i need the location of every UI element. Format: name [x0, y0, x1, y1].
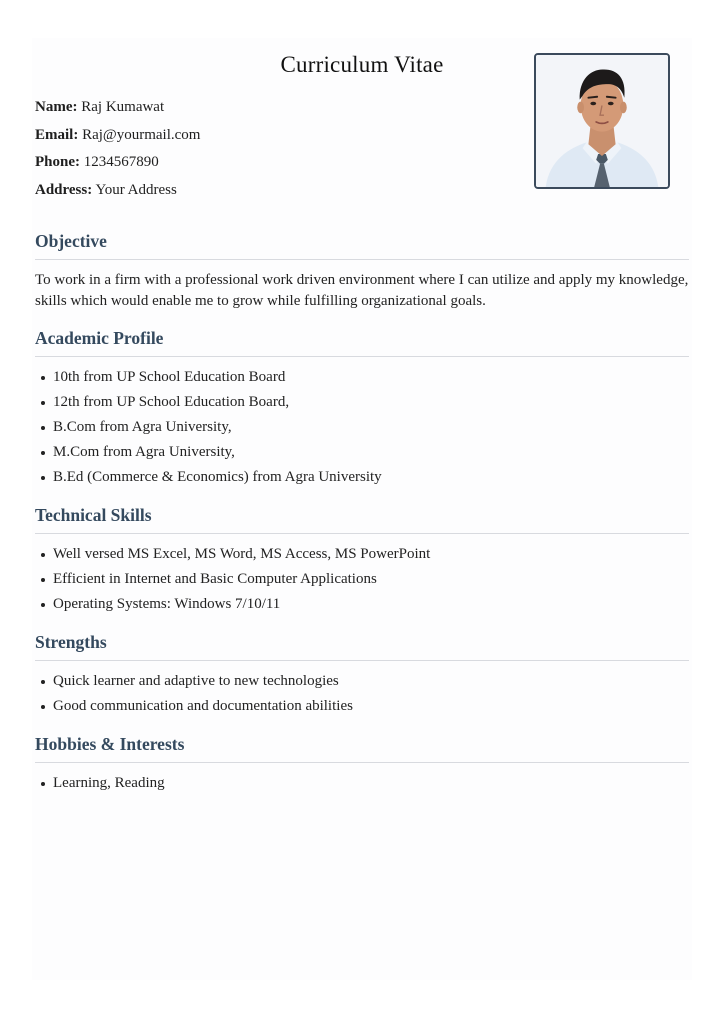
objective-heading: Objective: [35, 230, 689, 260]
technical-skills-section: [35, 504, 689, 617]
technical-skills-heading: Technical Skills: [35, 504, 689, 534]
academic-heading: Academic Profile: [35, 327, 689, 357]
hobbies-heading: Hobbies & Interests: [35, 733, 689, 763]
list-item: 10th from UP School Education Board: [35, 365, 689, 390]
hobbies-list: [35, 771, 689, 796]
name-value: Raj Kumawat: [81, 99, 165, 115]
profile-photo: [534, 53, 670, 189]
list-item: Learning, Reading: [35, 771, 689, 796]
contact-phone-row: [35, 152, 200, 180]
portrait-image: [536, 55, 668, 187]
cv-page: [32, 38, 692, 980]
hobbies-section: [35, 733, 689, 796]
phone-value: 1234567890: [83, 154, 159, 171]
strengths-section: [35, 631, 689, 719]
list-item: B.Ed (Commerce & Economics) from Agra University: [35, 465, 689, 490]
strengths-heading: Strengths: [35, 631, 689, 661]
academic-list: [35, 365, 689, 490]
name-label: Name:: [35, 99, 78, 115]
technical-skills-list: [35, 542, 689, 617]
email-value: Raj@yourmail.com: [82, 126, 201, 143]
contact-email-row: [35, 125, 200, 153]
academic-section: [35, 327, 689, 490]
address-label: Address:: [35, 182, 93, 199]
strengths-list: [35, 669, 689, 719]
email-label: Email:: [35, 126, 79, 143]
list-item: M.Com from Agra University,: [35, 440, 689, 465]
page-title: Curriculum Vitae: [280, 52, 444, 77]
contact-name-row: [35, 97, 200, 125]
list-item: Good communication and documentation abilities: [35, 694, 689, 719]
objective-text: To work in a firm with a professional work driven environment where I can utilize and apply my knowledge, skills which would enable me to grow while fulfilling organizational goals.: [35, 272, 689, 309]
objective-section: [35, 230, 689, 312]
list-item: Quick learner and adaptive to new technologies: [35, 669, 689, 694]
list-item: 12th from UP School Education Board,: [35, 390, 689, 415]
list-item: Efficient in Internet and Basic Computer Applications: [35, 567, 689, 592]
list-item: B.Com from Agra University,: [35, 415, 689, 440]
address-value: Your Address: [95, 182, 177, 199]
list-item: Operating Systems: Windows 7/10/11: [35, 592, 689, 617]
phone-label: Phone:: [35, 154, 80, 171]
list-item: Well versed MS Excel, MS Word, MS Access, MS PowerPoint: [35, 542, 689, 567]
contact-address-row: [35, 180, 200, 208]
contact-details: [35, 97, 200, 208]
